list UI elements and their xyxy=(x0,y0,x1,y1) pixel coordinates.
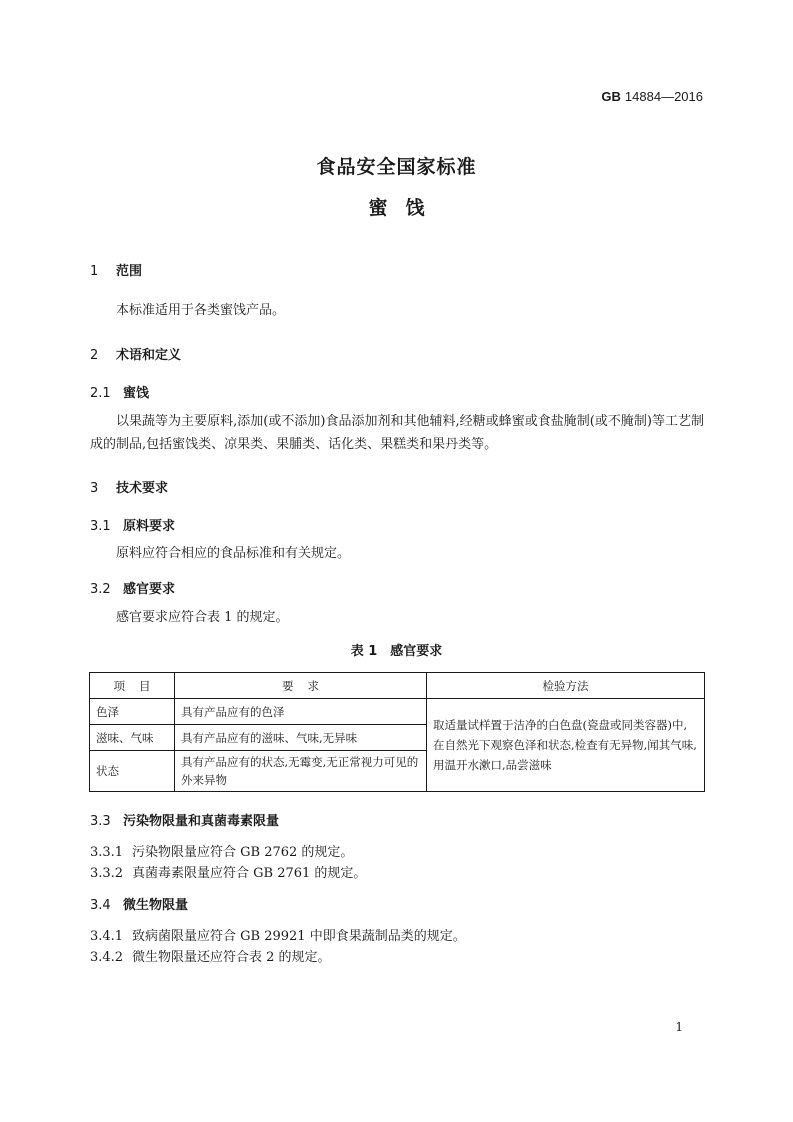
section-title: 污染物限量和真菌毒素限量 xyxy=(123,814,280,829)
section-1-text: 本标准适用于各类蜜饯产品。 xyxy=(116,303,286,318)
section-number: 3.4 xyxy=(90,898,111,913)
section-title: 术语和定义 xyxy=(116,348,182,363)
section-3-heading xyxy=(90,477,168,496)
section-number: 3.2 xyxy=(90,582,111,597)
table-cell-item: 滋味、气味 xyxy=(90,725,175,751)
section-3-3-heading xyxy=(90,810,279,829)
table-row xyxy=(90,699,705,725)
clause-text: 污染物限量应符合 GB 2762 的规定。 xyxy=(132,845,354,860)
table-cell-requirement: 具有产品应有的色泽 xyxy=(175,699,427,725)
section-3-4-1 xyxy=(90,925,466,944)
section-title: 范围 xyxy=(116,264,143,279)
section-number: 3.3 xyxy=(90,814,111,829)
section-3-4-heading xyxy=(90,894,188,913)
table-cell-requirement: 具有产品应有的状态,无霉变,无正常视力可见的外来异物 xyxy=(175,751,427,792)
section-title: 技术要求 xyxy=(116,481,169,496)
section-2-1-heading xyxy=(90,382,149,401)
section-title: 蜜饯 xyxy=(123,386,150,401)
section-3-2-text: 感官要求应符合表 1 的规定。 xyxy=(116,610,289,625)
clause-number: 3.3.1 xyxy=(90,845,124,860)
section-2-heading xyxy=(90,344,181,363)
table-header-method: 检验方法 xyxy=(427,673,705,699)
section-2-1-text: 以果蔬等为主要原料,添加(或不添加)食品添加剂和其他辅料,经糖或蜂蜜或食盐腌制(或不腌制)等工艺制成的制品,包括蜜饯类、凉果类、果脯类、话化类、果糕类和果丹类等。 xyxy=(90,414,704,452)
table-header-item: 项目 xyxy=(90,673,175,699)
section-number: 3 xyxy=(90,481,99,496)
table-cell-requirement: 具有产品应有的滋味、气味,无异味 xyxy=(175,725,427,751)
section-number: 2.1 xyxy=(90,386,111,401)
table-header-row xyxy=(90,673,705,699)
table-cell-item: 状态 xyxy=(90,751,175,792)
standard-prefix: GB xyxy=(601,89,621,104)
table-cell-item: 色泽 xyxy=(90,699,175,725)
section-3-3-2 xyxy=(90,862,366,881)
standard-code: 14884—2016 xyxy=(624,89,703,104)
document-title: 食品安全国家标准 xyxy=(316,156,477,178)
section-title: 微生物限量 xyxy=(123,898,189,913)
section-1-heading xyxy=(90,260,142,279)
section-title: 感官要求 xyxy=(123,582,176,597)
section-title: 原料要求 xyxy=(123,519,176,534)
section-3-3-1 xyxy=(90,841,353,860)
document-subtitle: 蜜饯 xyxy=(368,197,443,219)
section-3-4-2 xyxy=(90,946,331,965)
table-cell-method: 取适量试样置于洁净的白色盘(瓷盘或同类容器)中,在自然光下观察色泽和状态,检查有无异物,闻其气味,用温开水漱口,品尝滋味 xyxy=(427,699,705,792)
clause-text: 真菌毒素限量应符合 GB 2761 的规定。 xyxy=(132,866,367,881)
table-1-caption: 表 1 感官要求 xyxy=(350,644,443,659)
section-3-1-text: 原料应符合相应的食品标准和有关规定。 xyxy=(116,546,351,561)
clause-number: 3.4.1 xyxy=(90,929,124,944)
clause-text: 微生物限量还应符合表 2 的规定。 xyxy=(132,950,331,965)
table-header-requirement: 要求 xyxy=(175,673,427,699)
section-3-1-heading xyxy=(90,515,175,534)
page-number: 1 xyxy=(675,1020,683,1034)
section-number: 3.1 xyxy=(90,519,111,534)
standard-number xyxy=(601,89,703,104)
sensory-requirements-table xyxy=(89,672,705,792)
section-number: 1 xyxy=(90,264,99,279)
section-3-2-heading xyxy=(90,578,175,597)
clause-text: 致病菌限量应符合 GB 29921 中即食果蔬制品类的规定。 xyxy=(132,929,466,944)
section-number: 2 xyxy=(90,348,99,363)
clause-number: 3.3.2 xyxy=(90,866,124,881)
clause-number: 3.4.2 xyxy=(90,950,124,965)
